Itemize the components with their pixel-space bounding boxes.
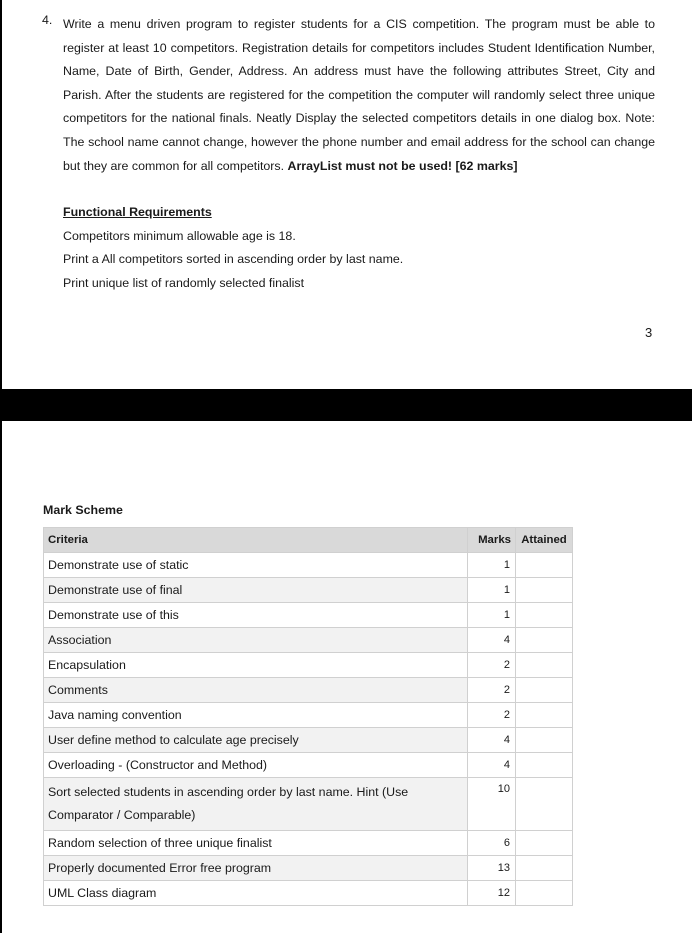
criteria-cell: Demonstrate use of static (44, 553, 468, 578)
attained-cell (516, 578, 573, 603)
question-number: 4. (42, 13, 53, 27)
table-row (44, 856, 573, 881)
criteria-cell: Demonstrate use of final (44, 578, 468, 603)
attained-cell (516, 728, 573, 753)
marks-cell: 4 (468, 753, 516, 778)
table-row (44, 778, 573, 831)
question-body: Write a menu driven program to register students for a CIS competition. The program must be able to register at least 10 competitors. Registration details for competitors includes Student Identification Number, Name, Date of Birth, Gender, Address. An address must have the following attributes Street, City and Parish. After the students are registered for the competition the computer will randomly select three unique competitors for the national finals. Neatly Display the selected competitors details in one dialog box. Note: The school name cannot change, however the phone number and email address for the school can change but they are common for all competitors. (63, 17, 655, 173)
criteria-cell: Overloading - (Constructor and Method) (44, 753, 468, 778)
marks-cell: 1 (468, 553, 516, 578)
marks-cell: 4 (468, 628, 516, 653)
table-row (44, 678, 573, 703)
table-row (44, 881, 573, 906)
marks-cell: 6 (468, 831, 516, 856)
marks-cell: 12 (468, 881, 516, 906)
criteria-cell: UML Class diagram (44, 881, 468, 906)
requirement-item: Print unique list of randomly selected finalist (63, 276, 305, 290)
table-row (44, 703, 573, 728)
marks-cell: 2 (468, 678, 516, 703)
marks-cell: 2 (468, 653, 516, 678)
table-row (44, 831, 573, 856)
table-row (44, 753, 573, 778)
attained-cell (516, 881, 573, 906)
question-emphasis: ArrayList must not be used! [62 marks] (287, 158, 518, 173)
attained-cell (516, 653, 573, 678)
criteria-cell: Comments (44, 678, 468, 703)
attained-cell (516, 831, 573, 856)
criteria-cell: Random selection of three unique finalist (44, 831, 468, 856)
attained-header: Attained (516, 528, 573, 553)
attained-cell (516, 603, 573, 628)
table-row (44, 603, 573, 628)
attained-cell (516, 778, 573, 831)
criteria-cell: Properly documented Error free program (44, 856, 468, 881)
table-row (44, 653, 573, 678)
marks-cell: 1 (468, 603, 516, 628)
attained-cell (516, 678, 573, 703)
criteria-cell: Encapsulation (44, 653, 468, 678)
attained-cell (516, 628, 573, 653)
page-divider (0, 389, 692, 421)
marks-header: Marks (468, 528, 516, 553)
criteria-cell: Demonstrate use of this (44, 603, 468, 628)
criteria-header: Criteria (44, 528, 468, 553)
functional-requirements-heading: Functional Requirements (63, 205, 212, 219)
marks-cell: 13 (468, 856, 516, 881)
criteria-cell: Sort selected students in ascending order by last name. Hint (Use Comparator / Comparable) (44, 778, 468, 831)
criteria-cell: Java naming convention (44, 703, 468, 728)
table-row (44, 728, 573, 753)
marks-cell: 1 (468, 578, 516, 603)
table-row (44, 628, 573, 653)
attained-cell (516, 703, 573, 728)
criteria-cell: User define method to calculate age precisely (44, 728, 468, 753)
marks-cell: 10 (468, 778, 516, 831)
requirement-item: Print a All competitors sorted in ascending order by last name. (63, 252, 404, 266)
attained-cell (516, 856, 573, 881)
marks-cell: 4 (468, 728, 516, 753)
criteria-cell: Association (44, 628, 468, 653)
page-number: 3 (645, 325, 653, 340)
table-row (44, 553, 573, 578)
table-row (44, 578, 573, 603)
question-text (63, 13, 655, 178)
requirement-item: Competitors minimum allowable age is 18. (63, 229, 296, 243)
attained-cell (516, 753, 573, 778)
marks-cell: 2 (468, 703, 516, 728)
mark-scheme-table (43, 527, 573, 906)
attained-cell (516, 553, 573, 578)
mark-scheme-title: Mark Scheme (43, 503, 123, 517)
table-header-row (44, 528, 573, 553)
